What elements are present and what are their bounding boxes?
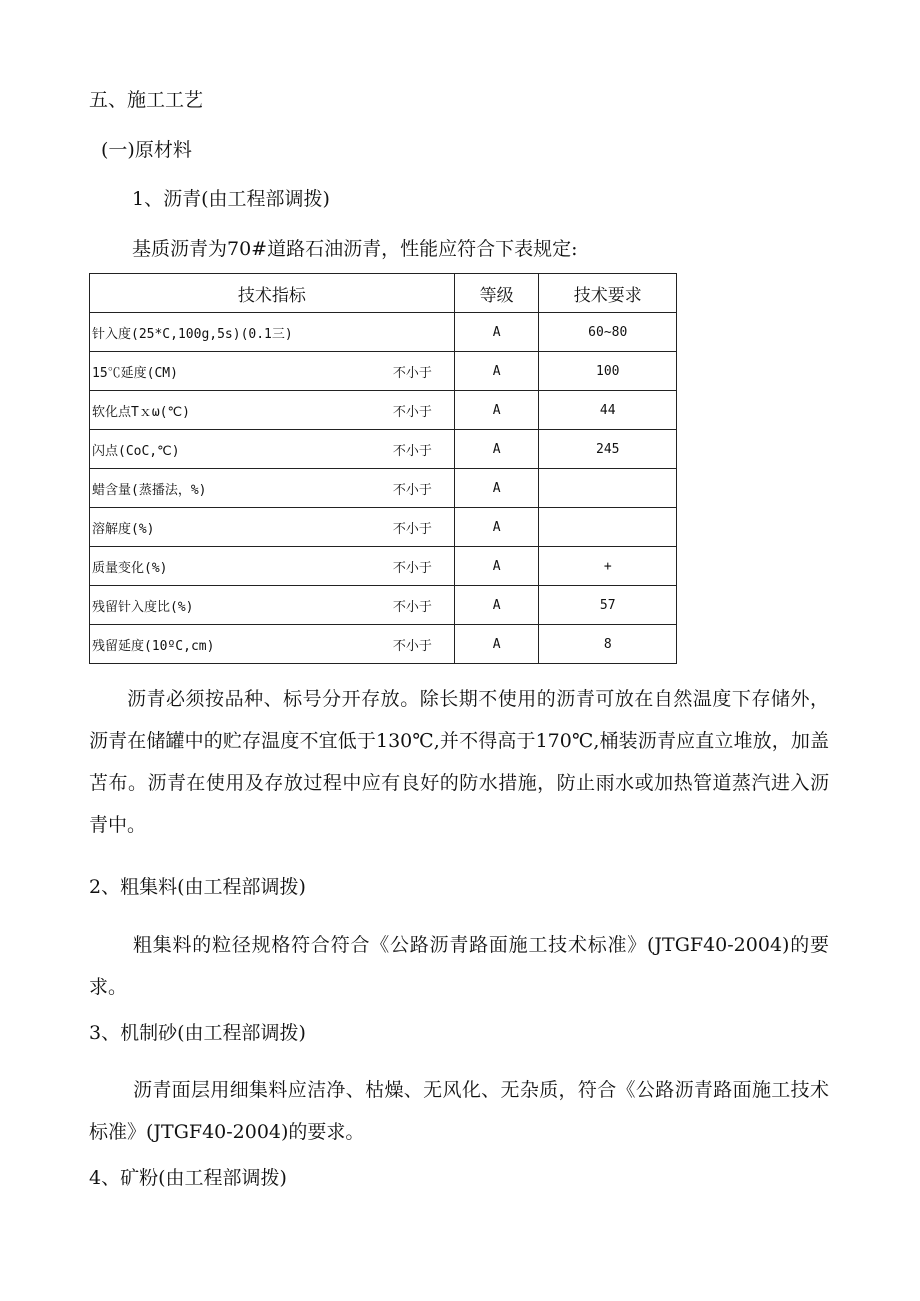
- grade-cell: A: [454, 391, 539, 430]
- item2-title: 2、粗集料(由工程部调拨): [89, 876, 306, 898]
- requirement-cell: 57: [539, 586, 677, 625]
- table-intro: 基质沥青为70#道路石油沥青，性能应符合下表规定:: [132, 238, 578, 260]
- indicator-name: 质量变化(%): [92, 560, 168, 576]
- indicator-cell: [90, 352, 455, 391]
- grade-cell: A: [454, 625, 539, 664]
- indicator-condition: 不小于: [392, 560, 432, 576]
- table-row: [90, 547, 677, 586]
- indicator-name: 溶解度(%): [92, 521, 155, 537]
- grade-cell: A: [454, 313, 539, 352]
- indicator-condition: 不小于: [392, 443, 432, 459]
- grade-cell: A: [454, 352, 539, 391]
- table-row: [90, 625, 677, 664]
- indicator-name: 蜡含量(蒸播法，%): [92, 482, 207, 498]
- indicator-condition: 不小于: [392, 404, 432, 420]
- grade-cell: A: [454, 430, 539, 469]
- item3-paragraph: 沥青面层用细集料应洁净、枯燥、无风化、无杂质，符合《公路沥青路面施工技术标准》(JTGF40-2004)的要求。: [89, 1079, 829, 1143]
- requirement-cell: [539, 508, 677, 547]
- grade-cell: A: [454, 508, 539, 547]
- requirement-cell: 44: [539, 391, 677, 430]
- indicator-cell: [90, 430, 455, 469]
- header-requirement: 技术要求: [539, 274, 677, 313]
- table-row: [90, 508, 677, 547]
- requirement-cell: 100: [539, 352, 677, 391]
- requirement-cell: [539, 469, 677, 508]
- indicator-cell: [90, 508, 455, 547]
- item3-title: 3、机制砂(由工程部调拨): [89, 1022, 306, 1044]
- indicator-condition: 不小于: [392, 482, 432, 498]
- indicator-condition: 不小于: [392, 365, 432, 381]
- table-row: [90, 352, 677, 391]
- storage-paragraph: 沥青必须按品种、标号分开存放。除长期不使用的沥青可放在自然温度下存储外，沥青在储罐中的贮存温度不宜低于130℃,并不得高于170℃,桶装沥青应直立堆放，加盖苫布。沥青在使用及存放过程中应有良好的防水措施，防止雨水或加热管道蒸汽进入沥青中。: [89, 688, 829, 836]
- table-row: [90, 586, 677, 625]
- table-row: [90, 430, 677, 469]
- subsection-title: (一)原材料: [101, 139, 192, 161]
- item1-title: 1、沥青(由工程部调拨): [132, 188, 330, 210]
- grade-cell: A: [454, 586, 539, 625]
- indicator-cell: [90, 469, 455, 508]
- header-indicator: 技术指标: [90, 274, 455, 313]
- requirement-cell: 8: [539, 625, 677, 664]
- grade-cell: A: [454, 469, 539, 508]
- item4-title: 4、矿粉(由工程部调拨): [89, 1167, 287, 1189]
- indicator-cell: [90, 391, 455, 430]
- indicator-name: 软化点Tｘω(℃): [92, 404, 190, 420]
- indicator-condition: 不小于: [392, 638, 432, 654]
- indicator-name: 针入度(25*C,100g,5s)(0.1三): [92, 326, 293, 342]
- indicator-name: 15℃延度(CM): [92, 365, 178, 381]
- section-title: 五、施工工艺: [89, 89, 204, 111]
- asphalt-spec-table: [89, 273, 677, 664]
- item2-paragraph: 粗集料的粒径规格符合符合《公路沥青路面施工技术标准》(JTGF40-2004)的要求。: [89, 934, 829, 998]
- indicator-condition: 不小于: [392, 599, 432, 615]
- requirement-cell: 245: [539, 430, 677, 469]
- indicator-name: 残留延度(10ºC,cm): [92, 638, 215, 654]
- header-grade: 等级: [454, 274, 539, 313]
- requirement-cell: +: [539, 547, 677, 586]
- grade-cell: A: [454, 547, 539, 586]
- requirement-cell: 60~80: [539, 313, 677, 352]
- table-row: [90, 469, 677, 508]
- table-header-row: [90, 274, 677, 313]
- indicator-condition: 不小于: [392, 521, 432, 537]
- indicator-name: 残留针入度比(%): [92, 599, 194, 615]
- indicator-cell: [90, 586, 455, 625]
- table-row: [90, 391, 677, 430]
- indicator-cell: [90, 313, 455, 352]
- indicator-cell: [90, 547, 455, 586]
- indicator-name: 闪点(CoC,℃): [92, 443, 180, 459]
- table-row: [90, 313, 677, 352]
- indicator-cell: [90, 625, 455, 664]
